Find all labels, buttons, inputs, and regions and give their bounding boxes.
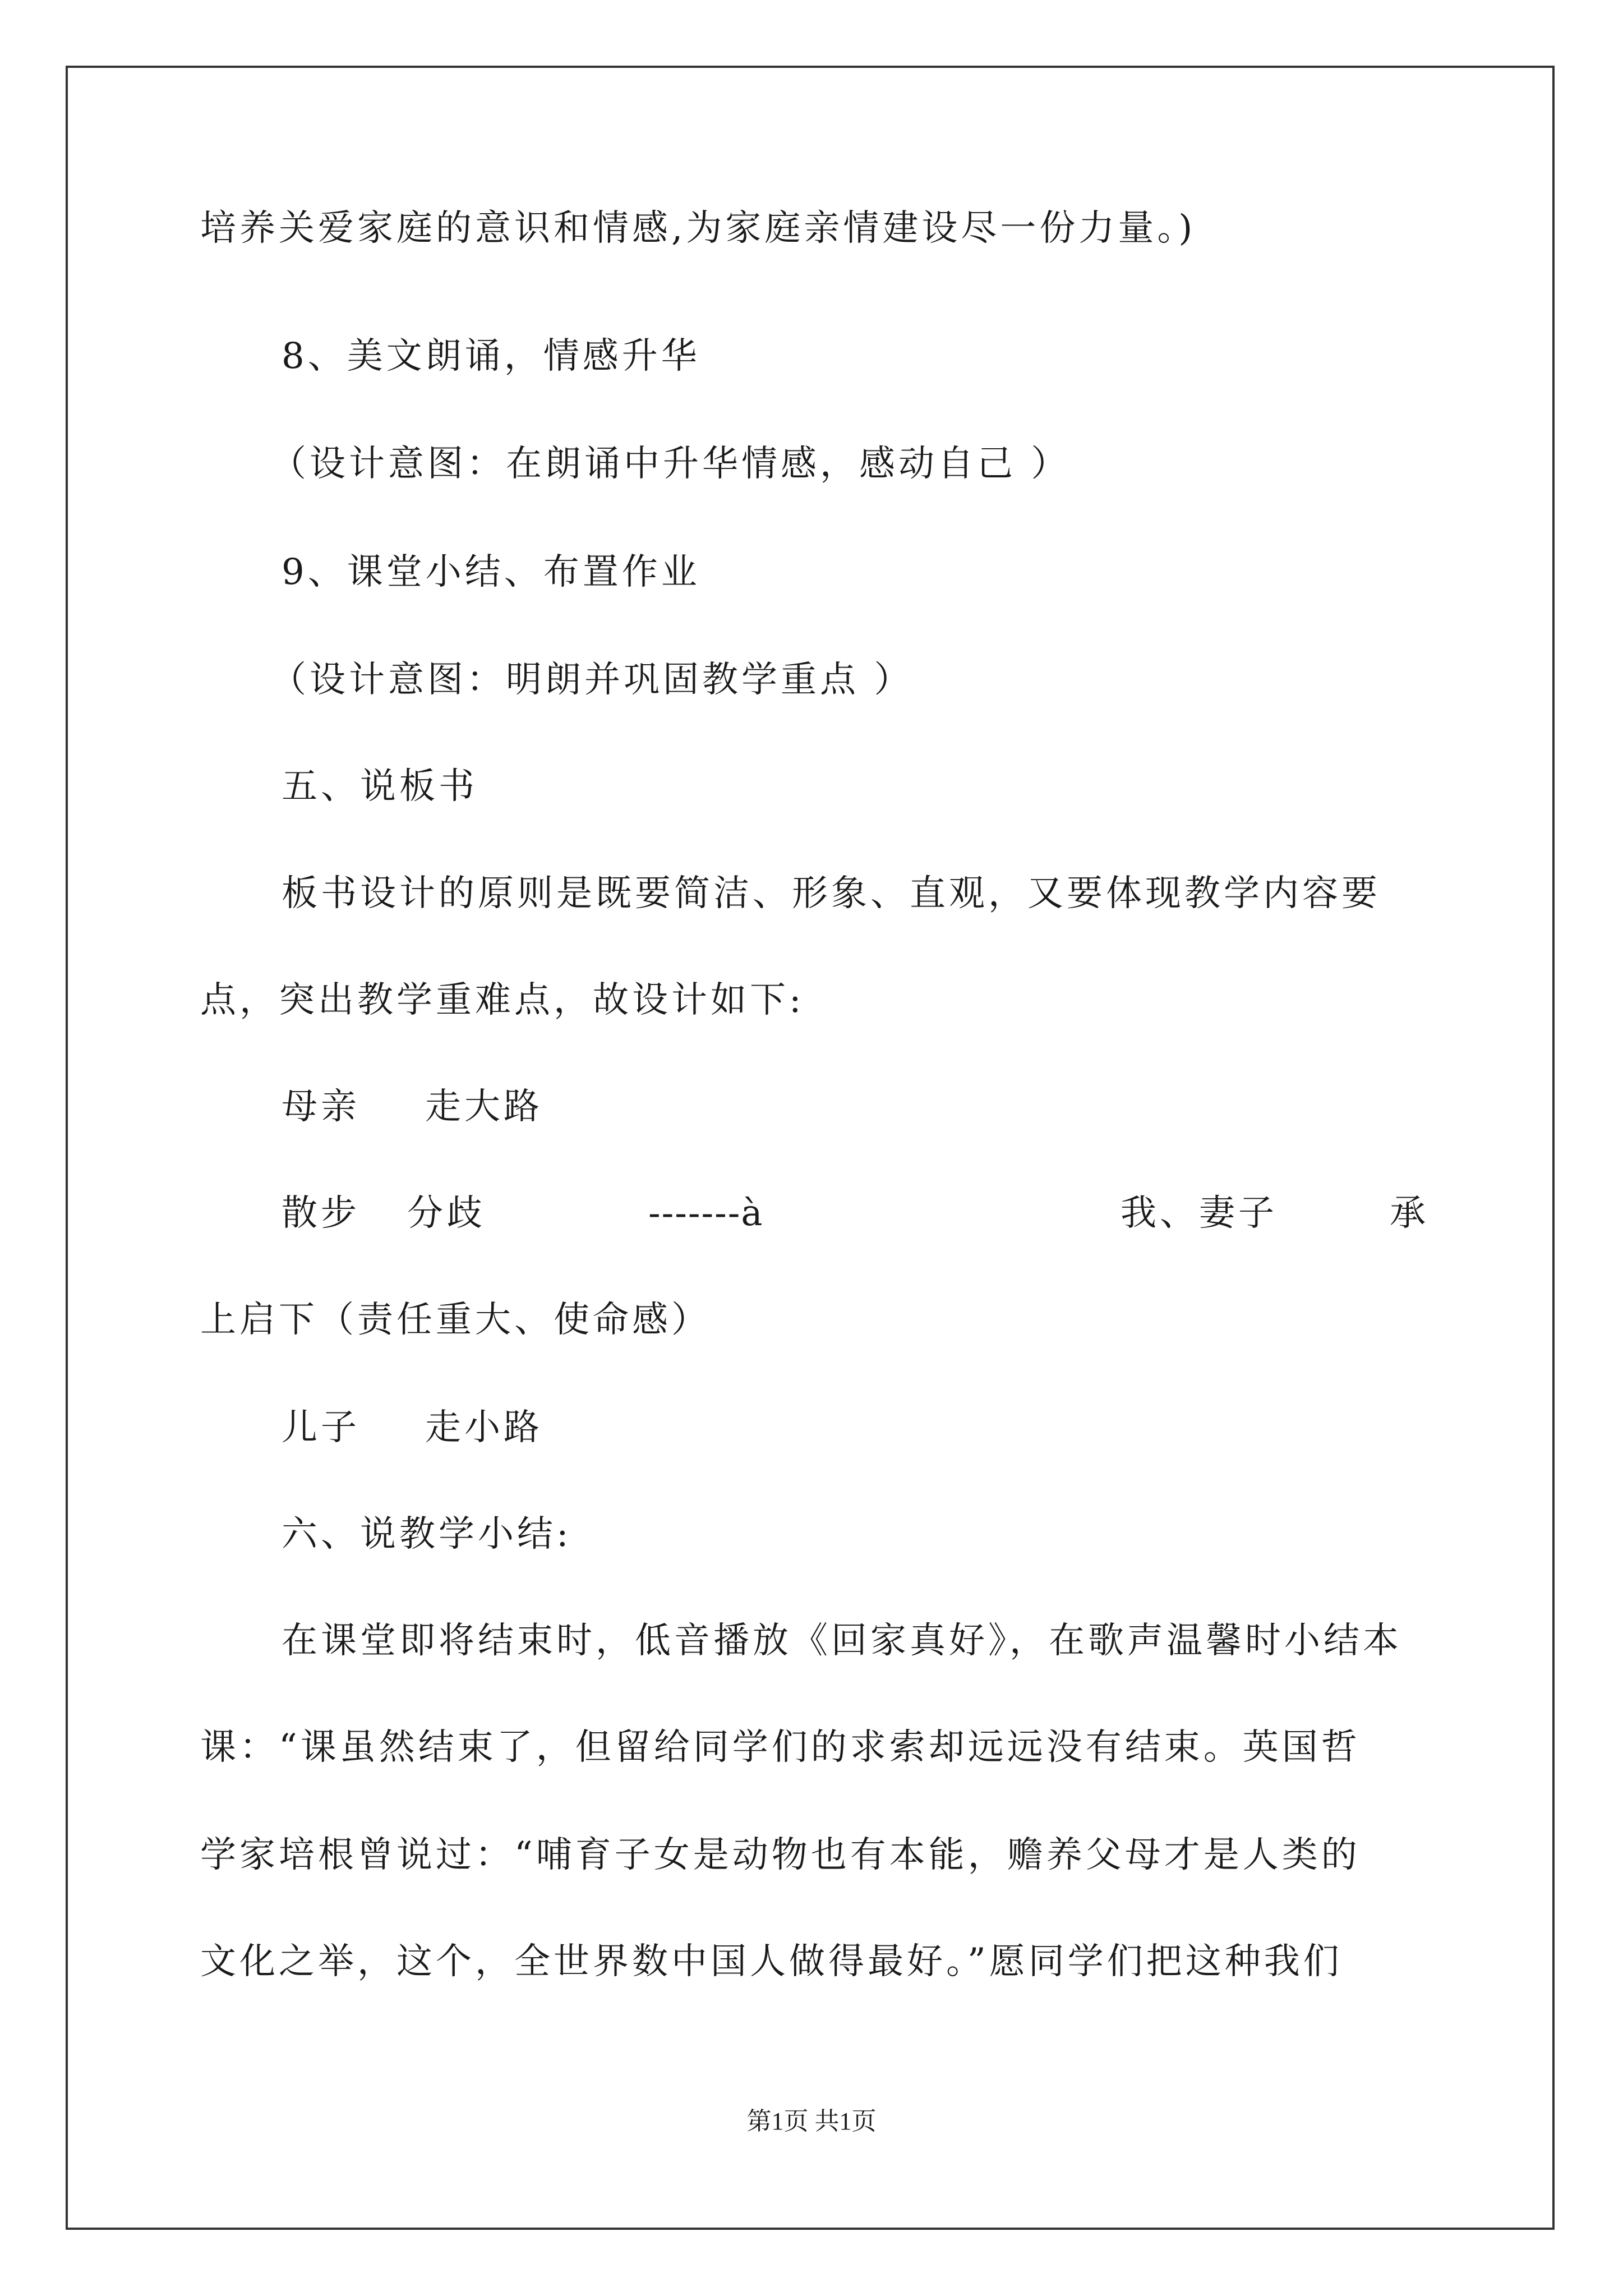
board-label-son: 儿子 bbox=[282, 1407, 360, 1448]
board-label-me-wife: 我、妻子 bbox=[1121, 1193, 1278, 1234]
board-row-3 bbox=[0, 1402, 1623, 1453]
page-number-footer: 第1页 共1页 bbox=[746, 2108, 877, 2135]
board-label-inherit: 承 bbox=[1390, 1193, 1429, 1234]
section-heading: 9、课堂小结、布置作业 bbox=[282, 551, 700, 593]
board-label-divergence: 分歧 bbox=[407, 1193, 486, 1234]
paragraph-line: 文化之举，这个，全世界数中国人做得最好。”愿同学们把这种我们 bbox=[200, 1941, 1343, 1982]
design-intent-note: （设计意图：在朗诵中升华情感，感动自己 ） bbox=[270, 443, 1071, 485]
board-row-1 bbox=[0, 1082, 1623, 1132]
board-label-mother: 母亲 bbox=[282, 1086, 360, 1128]
paragraph-line: 培养关爱家庭的意识和情感,为家庭亲情建设尽一份力量。) bbox=[200, 208, 1196, 249]
paragraph-line: 上启下（责任重大、使命感） bbox=[200, 1299, 711, 1341]
paragraph-line: 点，突出教学重难点，故设计如下: bbox=[200, 979, 805, 1021]
board-label-big-road: 走大路 bbox=[425, 1086, 543, 1128]
section-heading: 五、说板书 bbox=[282, 766, 478, 807]
board-row-2 bbox=[0, 1188, 1623, 1239]
paragraph-line: 板书设计的原则是既要简洁、形象、直观，又要体现教学内容要 bbox=[282, 873, 1381, 914]
design-intent-note: （设计意图：明朗并巩固教学重点 ） bbox=[270, 659, 914, 701]
paragraph-line: 在课堂即将结束时，低音播放《回家真好》，在歌声温馨时小结本 bbox=[282, 1620, 1402, 1662]
page-border bbox=[66, 66, 1555, 2230]
paragraph-line: 学家培根曾说过：“哺育子女是动物也有本能，赡养父母才是人类的 bbox=[200, 1834, 1361, 1876]
board-label-walk: 散步 bbox=[282, 1193, 360, 1234]
section-heading: 六、说教学小结: bbox=[282, 1513, 572, 1555]
board-label-small-road: 走小路 bbox=[425, 1407, 543, 1448]
paragraph-line: 课：“课虽然结束了，但留给同学们的求索却远远没有结束。英国哲 bbox=[200, 1727, 1361, 1768]
section-heading: 8、美文朗诵，情感升华 bbox=[282, 335, 700, 377]
board-arrow: -------à bbox=[648, 1193, 764, 1234]
